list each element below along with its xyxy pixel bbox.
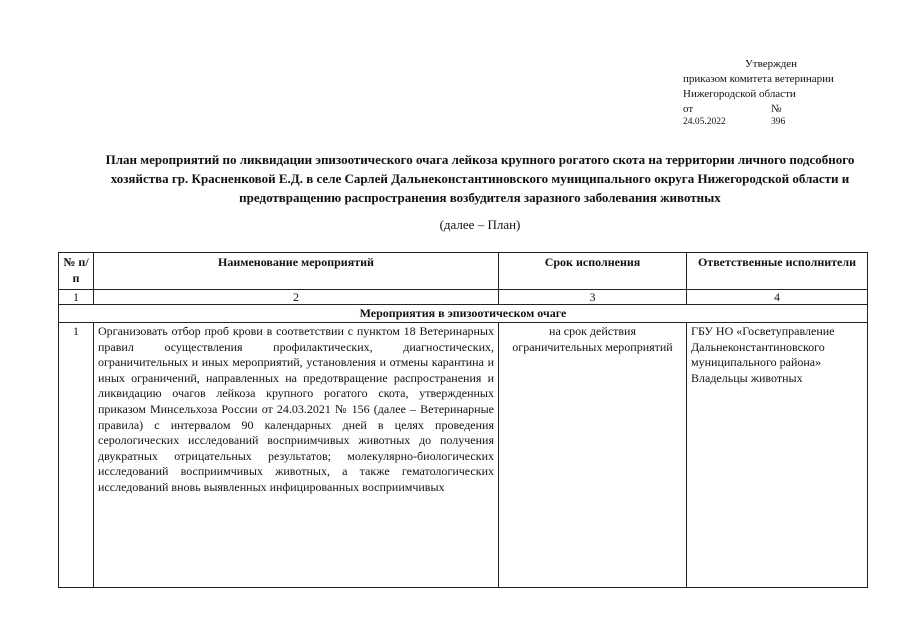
header-row (59, 253, 868, 290)
col-number-3: 3 (499, 290, 687, 305)
approval-order-line: приказом комитета ветеринарии (683, 73, 834, 85)
plan-table (58, 252, 868, 588)
header-name: Наименование мероприятий (94, 253, 499, 290)
approval-labels (683, 102, 834, 117)
number-label: № (771, 103, 782, 115)
row-number: 1 (59, 323, 94, 588)
approval-number: 396 (771, 117, 786, 127)
table-row (59, 323, 868, 588)
approval-date: 24.05.2022 (683, 117, 726, 127)
approval-region-line: Нижегородской области (683, 88, 796, 100)
document-title: План мероприятий по ликвидации эпизоотического очага лейкоза крупного рогатого скота на территории личного подсобного хозяйства гр. Красненковой Е.Д. в селе Сарлей Дальнеконстантиновского муниципального округа Нижегородской области и предотвращению распространения возбудителя заразного заболевания животных (105, 152, 855, 205)
row-responsible: ГБУ НО «Госветуправление Дальнеконстантиновского муниципального района» Владельцы животных (687, 323, 868, 588)
from-label: от (683, 103, 694, 115)
col-number-4: 4 (687, 290, 868, 305)
section-row (59, 305, 868, 323)
document-subtitle: (далее – План) (439, 217, 521, 232)
section-title: Мероприятия в эпизоотическом очаге (59, 305, 868, 323)
approval-values (683, 117, 834, 128)
row-measure-name: Организовать отбор проб крови в соответствии с пунктом 18 Ветеринарных правил осуществления профилактических, диагностических, ограничительных и иных мероприятий, установления и отмены карантина и иных ограничений, направленных на предотвращение распространения и ликвидацию очагов лейкоза крупного рогатого скота, утвержденных приказом Минсельхоза России от 24.03.2021 № 156 (далее – Ветеринарные правила) с интервалом 90 календарных дней в целях проведения серологических исследований восприимчивых животных до получения двукратных отрицательных результатов; молекулярно-биологических исследований восприимчивых животных, а также гематологических исследований вновь выявленных инфицированных восприимчивых (94, 323, 499, 588)
header-number: № п/п (59, 253, 94, 290)
row-term: на срок действия ограничительных мероприятий (499, 323, 687, 588)
col-number-1: 1 (59, 290, 94, 305)
header-responsible: Ответственные исполнители (687, 253, 868, 290)
column-number-row (59, 290, 868, 305)
approval-heading: Утвержден (745, 58, 798, 70)
approval-block (683, 57, 834, 128)
header-term: Срок исполнения (499, 253, 687, 290)
col-number-2: 2 (94, 290, 499, 305)
